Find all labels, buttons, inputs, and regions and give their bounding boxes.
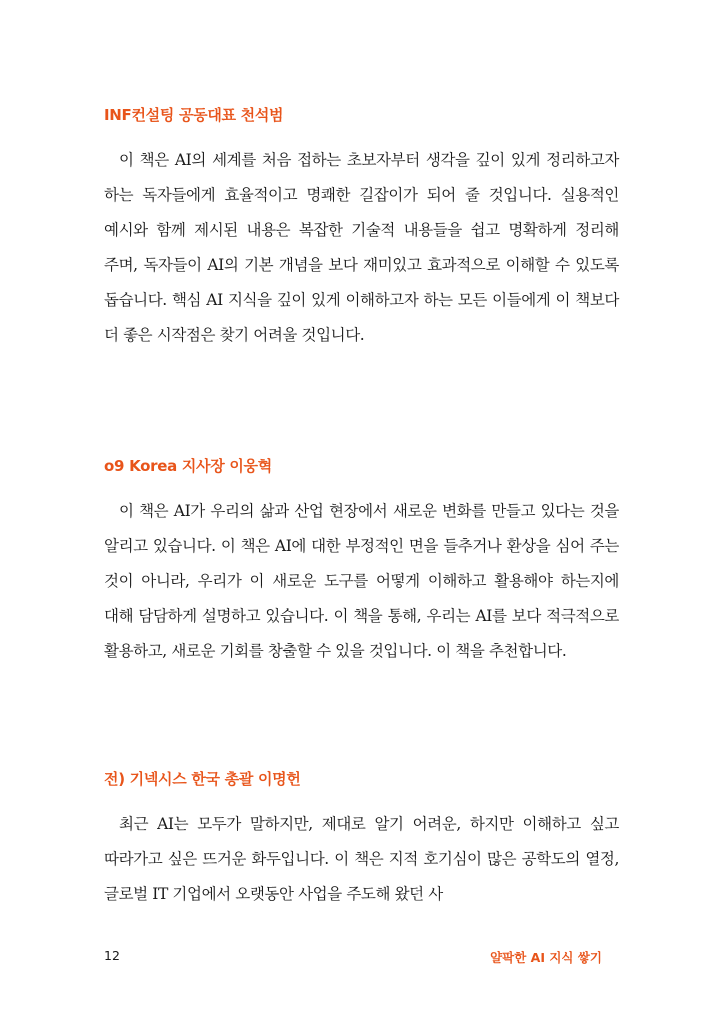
page-number: 12 (104, 948, 120, 963)
endorsement-text: 최근 AI는 모두가 말하지만, 제대로 알기 어려운, 하지만 이해하고 싶고 따라가고 싶은 뜨거운 화두입니다. 이 책은 지적 호기심이 많은 공학도의 열정, 글로벌 IT 기업에서 오랫동안 사업을 주도해 왔던 사 (104, 815, 619, 903)
running-title: 얄팍한 AI 지식 쌓기 (490, 950, 602, 965)
endorser-name: o9 Korea 지사장 이웅혁 (104, 457, 272, 475)
endorsement-text: 이 책은 AI가 우리의 삶과 산업 현장에서 새로운 변화를 만들고 있다는 것을 알리고 있습니다. 이 책은 AI에 대한 부정적인 면을 들추거나 환상을 심어 주는 것이 아니라, 우리가 이 새로운 도구를 어떻게 이해하고 활용해야 하는지에 대해 담담하게 설명하고 있습니다. 이 책을 통해, 우리는 AI를 보다 적극적으로 활용하고, 새로운 기회를 창출할 수 있을 것입니다. 이 책을 추천합니다. (104, 502, 619, 660)
endorsement-1 (104, 104, 619, 353)
endorsement-text: 이 책은 AI의 세계를 처음 접하는 초보자부터 생각을 깊이 있게 정리하고자 하는 독자들에게 효율적이고 명쾌한 길잡이가 되어 줄 것입니다. 실용적인 예시와 함께 제시된 내용은 복잡한 기술적 내용들을 쉽고 명확하게 정리해 주며, 독자들이 AI의 기본 개념을 보다 재미있고 효과적으로 이해할 수 있도록 돕습니다. 핵심 AI 지식을 깊이 있게 이해하고자 하는 모든 이들에게 이 책보다 더 좋은 시작점은 찾기 어려울 것입니다. (104, 151, 619, 344)
endorser-name: INF컨설팅 공동대표 천석범 (104, 106, 284, 124)
endorsement-2 (104, 455, 619, 669)
endorsement-3 (104, 768, 619, 912)
endorser-name: 전) 기넥시스 한국 총괄 이명헌 (104, 770, 301, 788)
